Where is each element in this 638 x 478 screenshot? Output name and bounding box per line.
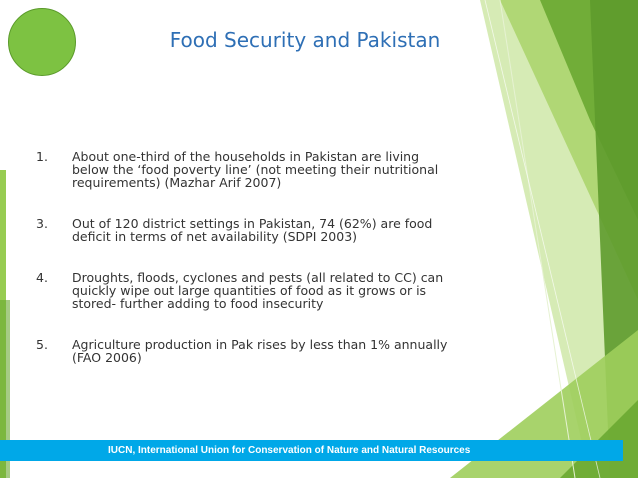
- green-circle-icon: [8, 8, 76, 76]
- list-item: [36, 150, 496, 189]
- footer-text: IUCN, International Union for Conservation of Nature and Natural Resources: [108, 445, 471, 456]
- list-item: [36, 217, 496, 243]
- bullet-list: [36, 150, 496, 392]
- list-item-line: stored- further adding to food insecurity: [72, 296, 324, 311]
- list-item-line: requirements) (Mazhar Arif 2007): [72, 175, 282, 190]
- list-item-line: below the ‘food poverty line’ (not meeting their nutritional: [72, 162, 439, 177]
- list-item-line: About one-third of the households in Pakistan are living: [72, 149, 420, 164]
- list-item-number: 1.: [36, 149, 48, 164]
- list-item: [36, 338, 496, 364]
- list-item-line: deficit in terms of net availability (SDPI 2003): [72, 229, 358, 244]
- list-item-number: 3.: [36, 216, 48, 231]
- list-item-line: Agriculture production in Pak rises by less than 1% annually: [72, 337, 448, 352]
- list-item: [36, 271, 496, 310]
- list-item-line: (FAO 2006): [72, 350, 142, 365]
- slide-title: Food Security and Pakistan: [169, 28, 441, 52]
- list-item-number: 5.: [36, 337, 48, 352]
- list-item-number: 4.: [36, 270, 48, 285]
- list-item-line: Droughts, floods, cyclones and pests (all related to CC) can: [72, 270, 444, 285]
- list-item-line: Out of 120 district settings in Pakistan, 74 (62%) are food: [72, 216, 433, 231]
- list-item-line: quickly wipe out large quantities of food as it grows or is: [72, 283, 427, 298]
